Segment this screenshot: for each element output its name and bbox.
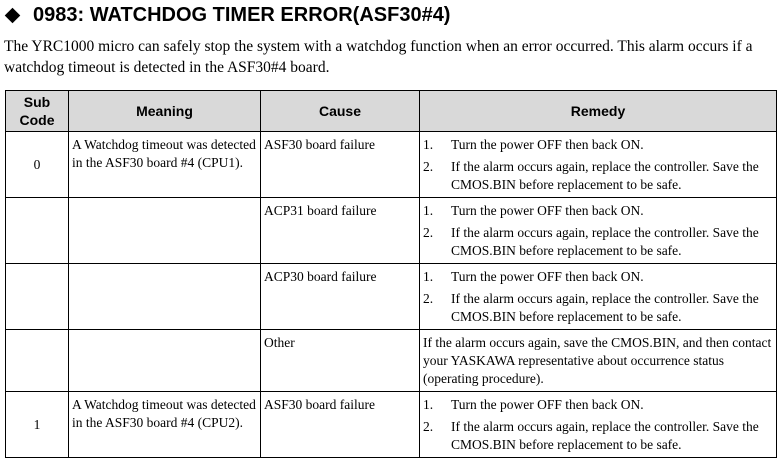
remedy-cell xyxy=(420,392,777,458)
step-text: If the alarm occurs again, replace the controller. Save the CMOS.BIN before replacement to be safe. xyxy=(451,159,759,192)
cause-cell: ASF30 board failure xyxy=(261,392,420,458)
step-number: 2. xyxy=(423,291,434,306)
step-number: 1. xyxy=(423,397,434,412)
step-number: 2. xyxy=(423,419,434,434)
table-row xyxy=(6,392,777,458)
step-text: If the alarm occurs again, replace the controller. Save the CMOS.BIN before replacement to be safe. xyxy=(451,419,759,452)
sub-code-cell xyxy=(6,198,69,264)
cause-cell: ACP31 board failure xyxy=(261,198,420,264)
meaning-cell: A Watchdog timeout was detected in the ASF30 board #4 (CPU2). xyxy=(69,392,261,458)
table-header-row xyxy=(6,91,777,132)
sub-code-cell: 1 xyxy=(6,392,69,458)
step-number: 2. xyxy=(423,225,434,240)
step-number: 1. xyxy=(423,269,434,284)
step-text: If the alarm occurs again, replace the controller. Save the CMOS.BIN before replacement to be safe. xyxy=(451,225,759,258)
step-number: 1. xyxy=(423,137,434,152)
header-meaning: Meaning xyxy=(69,91,261,132)
step-text: Turn the power OFF then back ON. xyxy=(451,203,644,218)
remedy-step xyxy=(423,202,773,220)
step-number: 1. xyxy=(423,203,434,218)
step-text: If the alarm occurs again, replace the controller. Save the CMOS.BIN before replacement to be safe. xyxy=(451,291,759,324)
alarm-heading xyxy=(4,2,450,28)
table-row xyxy=(6,132,777,198)
diamond-bullet-icon xyxy=(5,7,21,23)
remedy-step xyxy=(423,268,773,286)
alarm-title: 0983: WATCHDOG TIMER ERROR(ASF30#4) xyxy=(33,3,451,26)
cause-cell: Other xyxy=(261,330,420,392)
step-text: Turn the power OFF then back ON. xyxy=(451,269,644,284)
remedy-step xyxy=(423,290,773,326)
step-number: 2. xyxy=(423,159,434,174)
table-row xyxy=(6,198,777,264)
remedy-step xyxy=(423,418,773,454)
remedy-step xyxy=(423,158,773,194)
step-text: Turn the power OFF then back ON. xyxy=(451,397,644,412)
table-row xyxy=(6,264,777,330)
sub-code-cell xyxy=(6,264,69,330)
remedy-step xyxy=(423,224,773,260)
sub-code-cell xyxy=(6,330,69,392)
meaning-cell xyxy=(69,330,261,392)
remedy-cell xyxy=(420,198,777,264)
remedy-step xyxy=(423,136,773,154)
header-remedy: Remedy xyxy=(420,91,777,132)
header-cause: Cause xyxy=(261,91,420,132)
cause-cell: ACP30 board failure xyxy=(261,264,420,330)
step-text: Turn the power OFF then back ON. xyxy=(451,137,644,152)
remedy-cell xyxy=(420,264,777,330)
cause-cell: ASF30 board failure xyxy=(261,132,420,198)
sub-code-cell: 0 xyxy=(6,132,69,198)
header-sub-code: Sub Code xyxy=(6,91,69,132)
meaning-cell: A Watchdog timeout was detected in the ASF30 board #4 (CPU1). xyxy=(69,132,261,198)
alarm-table xyxy=(5,90,777,458)
remedy-step xyxy=(423,396,773,414)
meaning-cell xyxy=(69,198,261,264)
remedy-cell xyxy=(420,132,777,198)
table-row xyxy=(6,330,777,392)
alarm-description: The YRC1000 micro can safely stop the system with a watchdog function when an error occurred. This alarm occurs if a watchdog timeout is detected in the ASF30#4 board. xyxy=(4,38,753,76)
remedy-cell: If the alarm occurs again, save the CMOS.BIN, and then contact your YASKAWA representative about occurrence status (operating procedure). xyxy=(420,330,777,392)
meaning-cell xyxy=(69,264,261,330)
